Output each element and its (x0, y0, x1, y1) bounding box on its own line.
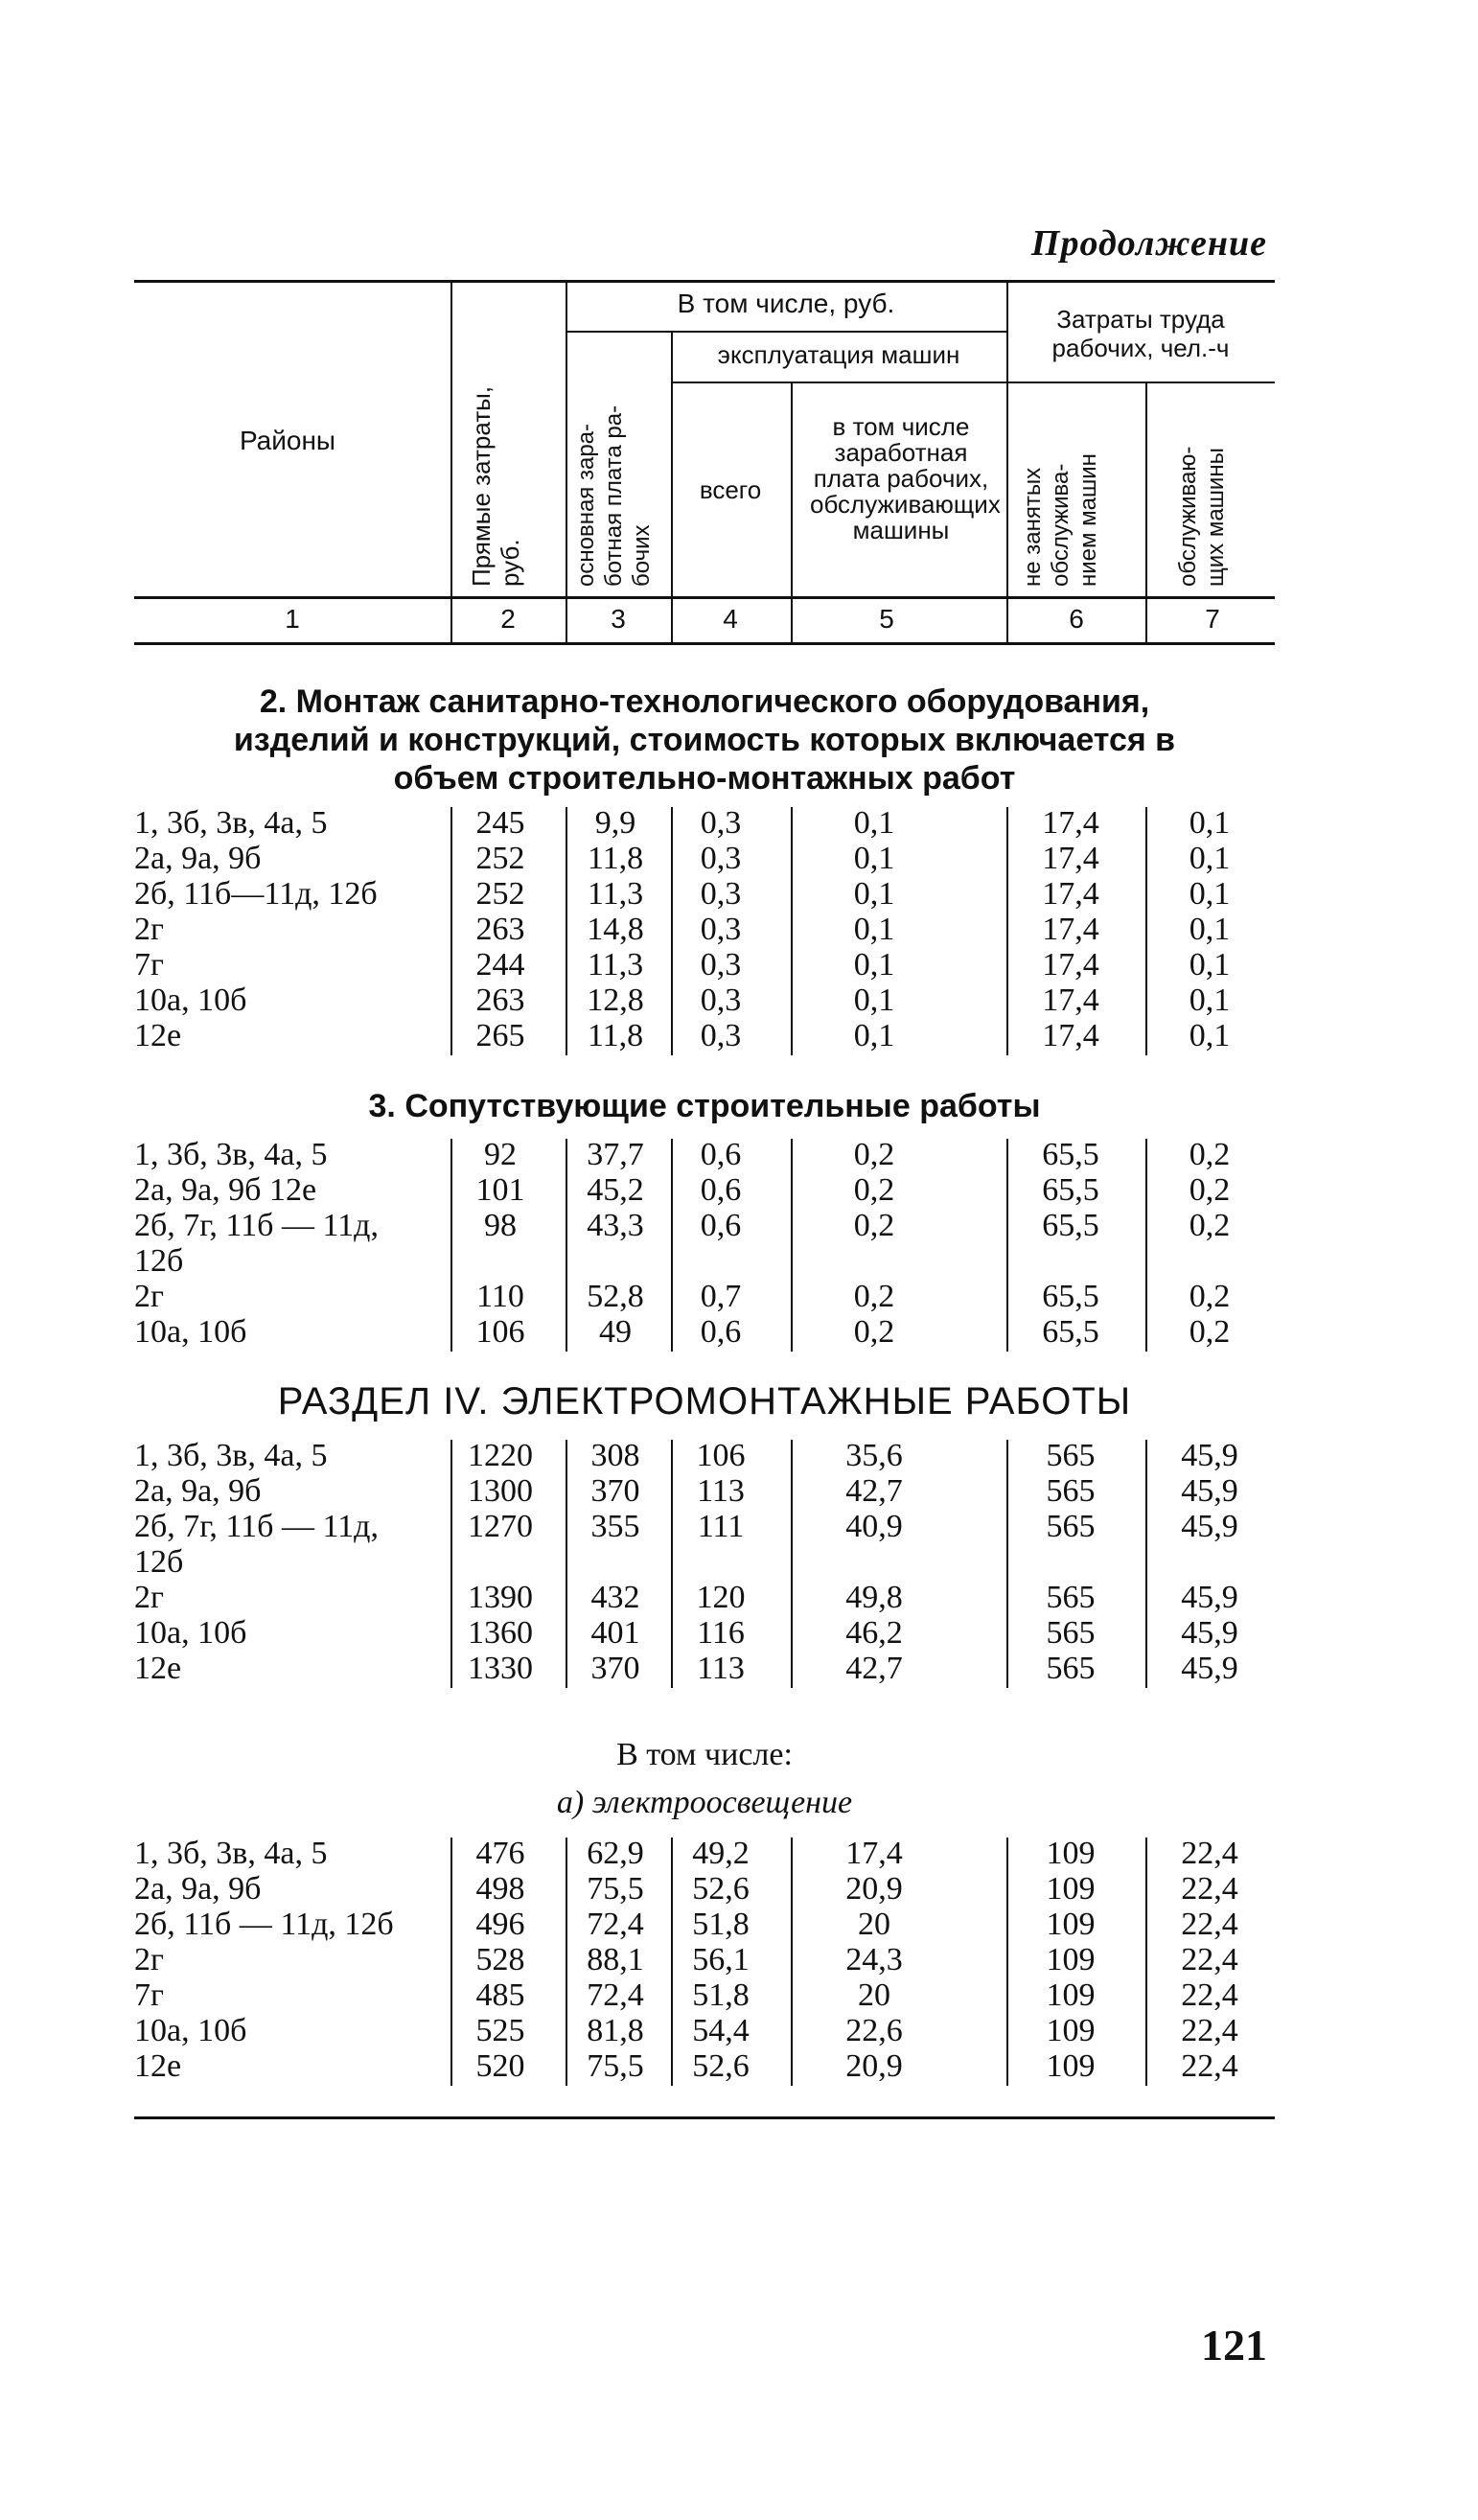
column-divider (566, 1838, 567, 2086)
table-row (0, 912, 1478, 947)
column-divider (1145, 1838, 1147, 2086)
cell-direct: 1300 (468, 1473, 533, 1509)
table-row (0, 983, 1478, 1018)
column-divider (791, 1838, 793, 2086)
cell-machine-total: 113 (697, 1651, 745, 1686)
cell-labor-not-busy: 565 (1046, 1438, 1096, 1473)
header-divider (671, 332, 673, 645)
cell-direct: 245 (475, 805, 525, 841)
cell-district: 2б, 7г, 11б — 11д, (134, 1208, 379, 1243)
cell-base-wage: 11,8 (587, 841, 644, 876)
header-divider (1145, 382, 1147, 645)
column-number: 5 (879, 604, 894, 634)
cell-labor-not-busy: 17,4 (1042, 983, 1099, 1018)
cell-district: 12е (134, 1018, 182, 1053)
table-row (0, 841, 1478, 876)
table-row (0, 1871, 1478, 1907)
cell-machine-total: 0,6 (700, 1137, 742, 1172)
cell-direct: 265 (475, 1018, 525, 1053)
cell-labor-serving: 0,2 (1189, 1208, 1231, 1243)
table-row (0, 1279, 1478, 1314)
cell-labor-serving: 0,2 (1189, 1172, 1231, 1208)
column-divider (791, 1440, 793, 1688)
cell-direct: 263 (475, 983, 525, 1018)
cell-labor-serving: 22,4 (1181, 2048, 1238, 2084)
cell-base-wage: 72,4 (587, 1977, 644, 2013)
table-row (0, 1208, 1478, 1243)
cell-direct: 1330 (468, 1651, 533, 1686)
cell-direct: 498 (475, 1871, 525, 1907)
cell-machine-total: 0,3 (700, 876, 742, 912)
cell-direct: 476 (475, 1836, 525, 1871)
cell-direct: 1220 (468, 1438, 533, 1473)
cell-machine-total: 0,6 (700, 1172, 742, 1208)
column-divider (1145, 1440, 1147, 1688)
column-divider (566, 1440, 567, 1688)
header-group-machines: эксплуатация машин (717, 340, 960, 369)
cell-district: 12е (134, 1651, 182, 1686)
header-bottom-rule (134, 596, 1275, 599)
table-row (0, 1942, 1478, 1977)
cell-base-wage: 9,9 (594, 805, 636, 841)
group-incl-rule (566, 331, 1006, 333)
cell-machine-total: 0,6 (700, 1208, 742, 1243)
header-labor-serving: обслуживаю- щих машины (1175, 446, 1229, 587)
cell-district: 2а, 9а, 9б (134, 841, 262, 876)
table-row (0, 1473, 1478, 1509)
cell-base-wage: 43,3 (587, 1208, 644, 1243)
cell-machine-wage: 0,2 (853, 1208, 895, 1243)
column-divider (1006, 807, 1008, 1055)
cell-district: 2г (134, 1942, 164, 1977)
cell-direct: 101 (475, 1172, 525, 1208)
header-districts: Районы (239, 426, 336, 455)
table-row (0, 1580, 1478, 1615)
cell-district: 2г (134, 1580, 164, 1615)
cell-base-wage: 88,1 (587, 1942, 644, 1977)
subheading: В том числе: (616, 1737, 793, 1772)
cell-labor-serving: 22,4 (1181, 1836, 1238, 1871)
table-row (0, 1509, 1478, 1544)
cell-district: 10а, 10б (134, 1314, 247, 1350)
cell-machine-total: 120 (696, 1580, 746, 1615)
cell-labor-not-busy: 109 (1046, 1871, 1096, 1907)
column-divider (1006, 1838, 1008, 2086)
cell-labor-not-busy: 65,5 (1042, 1208, 1099, 1243)
cell-machine-wage: 17,4 (845, 1836, 903, 1871)
cell-machine-total: 116 (697, 1615, 745, 1651)
cell-labor-not-busy: 65,5 (1042, 1279, 1099, 1314)
cell-labor-not-busy: 565 (1046, 1615, 1096, 1651)
table-row (0, 1172, 1478, 1208)
cell-machine-wage: 24,3 (845, 1942, 903, 1977)
cell-machine-total: 51,8 (692, 1907, 750, 1942)
cell-machine-wage: 49,8 (845, 1580, 903, 1615)
cell-district: 2а, 9а, 9б (134, 1871, 262, 1907)
column-number: 1 (285, 604, 300, 634)
labor-group-rule (1006, 381, 1275, 383)
cell-machine-wage: 42,7 (845, 1473, 903, 1509)
cell-machine-total: 49,2 (692, 1836, 750, 1871)
cell-district: 2а, 9а, 9б 12е (134, 1172, 317, 1208)
cell-labor-not-busy: 109 (1046, 1977, 1096, 2013)
cell-base-wage: 11,8 (587, 1018, 644, 1053)
table-row (0, 1615, 1478, 1651)
cell-district: 1, 3б, 3в, 4а, 5 (134, 1438, 328, 1473)
header-machine-wage: в том числе заработная плата рабочих, обслуживающих машины (810, 412, 1001, 544)
table-row (0, 2013, 1478, 2048)
header-group-labor: Затраты труда рабочих, чел.-ч (1051, 305, 1230, 362)
cell-base-wage: 308 (590, 1438, 640, 1473)
cell-base-wage: 45,2 (587, 1172, 644, 1208)
cell-labor-serving: 0,1 (1189, 1018, 1231, 1053)
table-row (0, 1137, 1478, 1172)
cell-labor-not-busy: 17,4 (1042, 1018, 1099, 1053)
cell-labor-serving: 0,1 (1189, 876, 1231, 912)
cell-machine-total: 0,6 (700, 1314, 742, 1350)
cell-labor-serving: 22,4 (1181, 1907, 1238, 1942)
cell-base-wage: 432 (590, 1580, 640, 1615)
cell-machine-wage: 0,1 (853, 983, 895, 1018)
cell-base-wage: 72,4 (587, 1907, 644, 1942)
cell-machine-wage: 0,1 (853, 947, 895, 983)
cell-labor-serving: 22,4 (1181, 2013, 1238, 2048)
cell-labor-serving: 0,2 (1189, 1279, 1231, 1314)
cell-labor-not-busy: 17,4 (1042, 805, 1099, 841)
cell-district: 12б (134, 1243, 184, 1279)
column-divider (450, 1139, 452, 1352)
cell-machine-wage: 0,2 (853, 1314, 895, 1350)
header-divider (450, 281, 452, 645)
cell-labor-serving: 45,9 (1181, 1438, 1238, 1473)
cell-direct: 525 (475, 2013, 525, 2048)
cell-labor-serving: 22,4 (1181, 1942, 1238, 1977)
cell-base-wage: 52,8 (587, 1279, 644, 1314)
cell-labor-not-busy: 109 (1046, 2013, 1096, 2048)
cell-direct: 92 (484, 1137, 517, 1172)
section-title: 3. Сопутствующие строительные работы (368, 1088, 1041, 1124)
column-divider (1006, 1139, 1008, 1352)
cell-labor-serving: 45,9 (1181, 1580, 1238, 1615)
cell-direct: 520 (475, 2048, 525, 2084)
cell-labor-serving: 0,1 (1189, 947, 1231, 983)
cell-district: 1, 3б, 3в, 4а, 5 (134, 805, 328, 841)
cell-base-wage: 62,9 (587, 1836, 644, 1871)
cell-district: 10а, 10б (134, 2013, 247, 2048)
table-bottom-rule (134, 2116, 1275, 2119)
cell-labor-not-busy: 565 (1046, 1473, 1096, 1509)
header-divider (566, 281, 567, 645)
cell-labor-serving: 22,4 (1181, 1871, 1238, 1907)
cell-machine-total: 113 (697, 1473, 745, 1509)
cell-direct: 528 (475, 1942, 525, 1977)
column-divider (1006, 1440, 1008, 1688)
table-row (0, 1018, 1478, 1053)
cell-machine-wage: 0,1 (853, 1018, 895, 1053)
column-divider (671, 807, 673, 1055)
cell-direct: 252 (475, 841, 525, 876)
column-number: 7 (1205, 604, 1220, 634)
table-row (0, 1836, 1478, 1871)
cell-machine-total: 0,7 (700, 1279, 742, 1314)
cell-district: 7г (134, 1977, 164, 2013)
cell-district: 10а, 10б (134, 1615, 247, 1651)
cell-machine-wage: 0,2 (853, 1172, 895, 1208)
column-divider (450, 1838, 452, 2086)
cell-machine-total: 0,3 (700, 1018, 742, 1053)
cell-labor-serving: 0,1 (1189, 983, 1231, 1018)
table-row (0, 805, 1478, 841)
table-row (0, 1243, 1478, 1279)
cell-labor-not-busy: 109 (1046, 1836, 1096, 1871)
cell-direct: 98 (484, 1208, 517, 1243)
cell-labor-serving: 45,9 (1181, 1509, 1238, 1544)
column-divider (791, 807, 793, 1055)
cell-machine-wage: 46,2 (845, 1615, 903, 1651)
cell-district: 1, 3б, 3в, 4а, 5 (134, 1137, 328, 1172)
section-title: РАЗДЕЛ IV. ЭЛЕКТРОМОНТАЖНЫЕ РАБОТЫ (277, 1380, 1132, 1422)
cell-labor-not-busy: 65,5 (1042, 1314, 1099, 1350)
column-divider (1145, 807, 1147, 1055)
cell-direct: 1390 (468, 1580, 533, 1615)
cell-labor-not-busy: 17,4 (1042, 912, 1099, 947)
column-divider (671, 1838, 673, 2086)
cell-district: 12б (134, 1544, 184, 1580)
cell-machine-wage: 0,1 (853, 805, 895, 841)
table-row (0, 2048, 1478, 2084)
cell-machine-total: 52,6 (692, 1871, 750, 1907)
cell-district: 2б, 7г, 11б — 11д, (134, 1509, 379, 1544)
cell-base-wage: 355 (590, 1509, 640, 1544)
cell-labor-serving: 22,4 (1181, 1977, 1238, 2013)
cell-district: 7г (134, 947, 164, 983)
cell-labor-not-busy: 65,5 (1042, 1137, 1099, 1172)
cell-labor-serving: 0,1 (1189, 805, 1231, 841)
cell-district: 10а, 10б (134, 983, 247, 1018)
cell-machine-total: 106 (696, 1438, 746, 1473)
column-number: 6 (1069, 604, 1084, 634)
cell-labor-not-busy: 65,5 (1042, 1172, 1099, 1208)
cell-machine-wage: 22,6 (845, 2013, 903, 2048)
table-row (0, 1544, 1478, 1580)
column-divider (566, 1139, 567, 1352)
cell-labor-not-busy: 17,4 (1042, 841, 1099, 876)
cell-machine-wage: 20,9 (845, 1871, 903, 1907)
cell-base-wage: 81,8 (587, 2013, 644, 2048)
cell-base-wage: 75,5 (587, 2048, 644, 2084)
section-title: 2. Монтаж санитарно-технологического оборудования, изделий и конструкций, стоимость которых включается в объем строительно-монтажных работ (233, 683, 1176, 797)
cell-labor-not-busy: 565 (1046, 1509, 1096, 1544)
cell-base-wage: 75,5 (587, 1871, 644, 1907)
cell-labor-serving: 0,1 (1189, 912, 1231, 947)
cell-labor-serving: 0,2 (1189, 1137, 1231, 1172)
table-row (0, 876, 1478, 912)
header-machine-total: всего (699, 475, 762, 504)
cell-labor-not-busy: 17,4 (1042, 876, 1099, 912)
cell-machine-wage: 20 (858, 1907, 890, 1942)
header-direct-costs: Прямые затраты, руб. (467, 385, 524, 587)
table-row (0, 1651, 1478, 1686)
cell-direct: 110 (476, 1279, 524, 1314)
continuation-label: Продолжение (1030, 223, 1267, 264)
cell-district: 12е (134, 2048, 182, 2084)
column-divider (671, 1139, 673, 1352)
table-row (0, 1438, 1478, 1473)
header-labor-not-busy: не занятых обслужива- нием машин (1020, 453, 1101, 587)
cell-base-wage: 14,8 (587, 912, 644, 947)
header-group-incl: В том числе, руб. (677, 289, 895, 318)
cell-machine-wage: 40,9 (845, 1509, 903, 1544)
cell-base-wage: 37,7 (587, 1137, 644, 1172)
column-number: 3 (611, 604, 626, 634)
cell-direct: 244 (475, 947, 525, 983)
cell-direct: 106 (475, 1314, 525, 1350)
cell-machine-total: 52,6 (692, 2048, 750, 2084)
table-row (0, 1907, 1478, 1942)
column-divider (450, 1440, 452, 1688)
column-divider (566, 807, 567, 1055)
cell-machine-wage: 20,9 (845, 2048, 903, 2084)
cell-machine-wage: 20 (858, 1977, 890, 2013)
cell-labor-not-busy: 109 (1046, 1907, 1096, 1942)
cell-machine-total: 0,3 (700, 983, 742, 1018)
cell-machine-total: 54,4 (692, 2013, 750, 2048)
cell-machine-total: 0,3 (700, 805, 742, 841)
cell-district: 2а, 9а, 9б (134, 1473, 262, 1509)
cell-machine-wage: 0,1 (853, 912, 895, 947)
cell-district: 1, 3б, 3в, 4а, 5 (134, 1836, 328, 1871)
header-base-wage: основная зара- ботная плата ра- бочих (573, 405, 655, 587)
column-divider (671, 1440, 673, 1688)
column-divider (1145, 1139, 1147, 1352)
cell-labor-serving: 45,9 (1181, 1473, 1238, 1509)
column-number: 4 (723, 604, 738, 634)
cell-labor-not-busy: 109 (1046, 2048, 1096, 2084)
cell-district: 2б, 11б — 11д, 12б (134, 1907, 394, 1942)
header-divider (791, 382, 793, 645)
cell-base-wage: 401 (590, 1615, 640, 1651)
cell-machine-total: 0,3 (700, 841, 742, 876)
cell-district: 2г (134, 1279, 164, 1314)
cell-machine-wage: 0,1 (853, 841, 895, 876)
column-numbers-rule (134, 642, 1275, 645)
cell-district: 2б, 11б—11д, 12б (134, 876, 378, 912)
cell-direct: 485 (475, 1977, 525, 2013)
page-number: 121 (1201, 2321, 1267, 2370)
cell-base-wage: 370 (590, 1651, 640, 1686)
table-row (0, 1314, 1478, 1350)
cell-direct: 252 (475, 876, 525, 912)
cell-direct: 1360 (468, 1615, 533, 1651)
cell-base-wage: 11,3 (587, 947, 644, 983)
cell-labor-not-busy: 17,4 (1042, 947, 1099, 983)
cell-machine-total: 56,1 (692, 1942, 750, 1977)
cell-machine-wage: 35,6 (845, 1438, 903, 1473)
cell-labor-serving: 45,9 (1181, 1615, 1238, 1651)
cell-labor-serving: 0,2 (1189, 1314, 1231, 1350)
cell-machine-total: 51,8 (692, 1977, 750, 2013)
column-number: 2 (500, 604, 516, 634)
cell-labor-serving: 45,9 (1181, 1651, 1238, 1686)
cell-direct: 1270 (468, 1509, 533, 1544)
cell-machine-wage: 42,7 (845, 1651, 903, 1686)
cell-machine-total: 0,3 (700, 947, 742, 983)
cell-labor-not-busy: 565 (1046, 1651, 1096, 1686)
cell-labor-not-busy: 109 (1046, 1942, 1096, 1977)
header-divider (1006, 281, 1008, 645)
column-divider (791, 1139, 793, 1352)
cell-base-wage: 49 (599, 1314, 632, 1350)
table-row (0, 947, 1478, 983)
cell-labor-not-busy: 565 (1046, 1580, 1096, 1615)
cell-base-wage: 12,8 (587, 983, 644, 1018)
cell-base-wage: 370 (590, 1473, 640, 1509)
cell-base-wage: 11,3 (587, 876, 644, 912)
cell-direct: 496 (475, 1907, 525, 1942)
cell-machine-total: 111 (697, 1509, 745, 1544)
column-divider (450, 807, 452, 1055)
cell-machine-wage: 0,1 (853, 876, 895, 912)
table-top-rule (134, 280, 1275, 283)
cell-machine-total: 0,3 (700, 912, 742, 947)
cell-district: 2г (134, 912, 164, 947)
cell-machine-wage: 0,2 (853, 1279, 895, 1314)
cell-labor-serving: 0,1 (1189, 841, 1231, 876)
cell-direct: 263 (475, 912, 525, 947)
table-row (0, 1977, 1478, 2013)
section-title: а) электроосвещение (556, 1785, 853, 1820)
cell-machine-wage: 0,2 (853, 1137, 895, 1172)
machines-group-rule (671, 381, 1006, 383)
